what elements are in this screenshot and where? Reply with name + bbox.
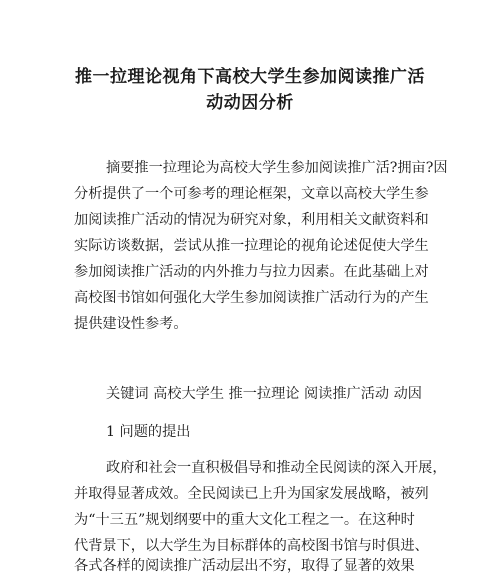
- abstract-line-7: 提供建设性参考。: [74, 316, 188, 332]
- body-line-4: 代背景下，以大学生为目标群体的高校图书馆与时俱进、: [74, 538, 429, 554]
- document-title-line-1: 推一拉理论视角下高校大学生参加阅读推广活: [75, 67, 425, 87]
- body-line-2: 并取得显著成效。全民阅读已上升为国家发展战略，被列: [74, 486, 429, 502]
- abstract-line-2: 分析提供了一个可参考的理论框架，文章以高校大学生参: [74, 186, 429, 202]
- body-line-1: 政府和社会一直积极倡导和推动全民阅读的深入开展，: [106, 460, 447, 476]
- abstract-line-3: 加阅读推广活动的情况为研究对象，利用相关文献资料和: [74, 212, 429, 228]
- abstract-line-4: 实际访谈数据，尝试从推一拉理论的视角论述促使大学生: [74, 238, 429, 254]
- body-line-3: 为“十三五”规划纲要中的重大文化工程之一。在这种时: [74, 512, 415, 528]
- abstract-line-1: 摘要推一拉理论为高校大学生参加阅读推广活?拥亩?因: [106, 160, 448, 176]
- keywords-line: 关键词 高校大学生 推一拉理论 阅读推广活动 动因: [106, 386, 422, 402]
- abstract-line-6: 高校图书馆如何强化大学生参加阅读推广活动行为的产生: [74, 290, 429, 306]
- section-heading: 1 问题的提出: [106, 424, 191, 440]
- document-title-line-2: 动动因分析: [206, 93, 294, 113]
- body-line-5: 各式各样的阅读推广活动层出不穷，取得了显著的效果: [74, 558, 415, 574]
- abstract-line-5: 参加阅读推广活动的内外推力与拉力因素。在此基础上对: [74, 264, 429, 280]
